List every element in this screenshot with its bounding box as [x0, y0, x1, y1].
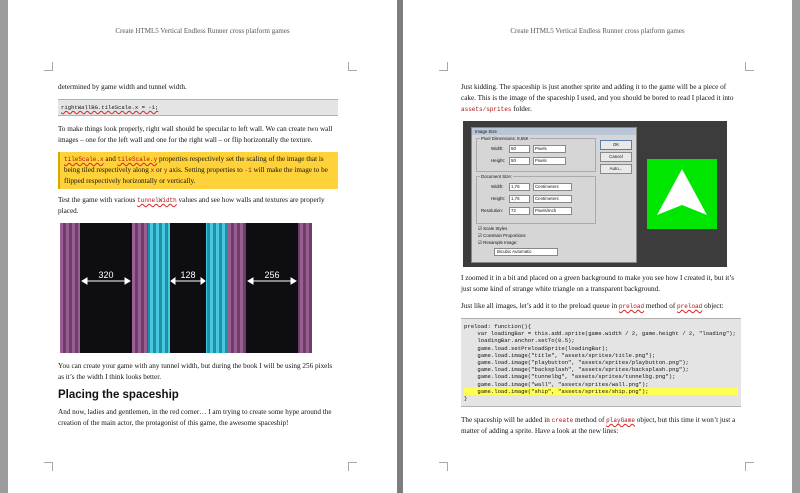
section-heading: Placing the spaceship	[58, 389, 179, 402]
inline-code: playGame	[606, 417, 635, 425]
left-page-body	[58, 82, 338, 435]
resample-select[interactable]: Bicubic Automatic	[494, 248, 558, 256]
doc-height-unit-select[interactable]: Centimeters	[533, 195, 572, 203]
checkbox-label: Constrain Proportions	[483, 233, 526, 238]
inline-code: tileScale.y	[117, 156, 158, 164]
inline-code: preload	[677, 303, 703, 310]
field-label: Height:	[491, 158, 505, 163]
ship-preview	[647, 159, 717, 229]
code-line: game.load.setPreloadSprite(loadingBar);	[464, 344, 609, 352]
checkbox-label: Resample Image:	[483, 240, 518, 245]
code-line: }	[464, 395, 468, 403]
doc-width-unit-select[interactable]: Centimeters	[533, 183, 572, 191]
text: object, but this time it won’t just a matter of adding a sprite. Have a look at the new lines:	[461, 416, 736, 436]
crop-mark	[745, 62, 754, 71]
width-input[interactable]: 50	[509, 145, 530, 153]
code-line: game.load.image("ship", "assets/sprites/ship.png");	[464, 388, 738, 395]
paragraph: I zoomed it in a bit and placed on a green background to make you see how I created it, but it’s just some kind of strange white triangle on a transparent background.	[461, 274, 735, 293]
tunnel	[170, 223, 206, 353]
code-line: game.load.image("playbutton", "assets/sprites/playbutton.png");	[464, 359, 689, 367]
height-unit-select[interactable]: Pixels	[533, 157, 566, 165]
tunnel-width-label: 256	[264, 270, 280, 281]
inline-code: assets/sprites	[461, 106, 512, 113]
code-line: preload: function(){	[464, 323, 532, 330]
inline-code: preload	[618, 303, 645, 310]
right-page	[403, 0, 792, 493]
constrain-checkbox[interactable]: ☑ Constrain Proportions	[478, 233, 526, 238]
text: Just like all images, let’s add it to the preload queue in	[461, 302, 619, 310]
crop-mark	[44, 62, 53, 71]
crop-mark	[439, 462, 448, 471]
height-input[interactable]: 50	[509, 157, 530, 165]
inline-code: tileScale.x	[64, 156, 104, 164]
image-size-dialog	[471, 127, 637, 263]
inline-code: create	[551, 417, 574, 425]
doc-width-input[interactable]: 1,76	[509, 183, 530, 191]
dialog-title: Image Size	[472, 128, 636, 135]
text: object:	[702, 302, 724, 310]
checkbox-label: Scale Styles	[483, 226, 508, 231]
code-line: game.load.image("title", "assets/sprites/title.png");	[464, 351, 656, 359]
left-page	[8, 0, 397, 493]
tunnel-width-label: 320	[98, 270, 114, 281]
document-size-group	[476, 176, 596, 224]
paragraph: You can create your game with any tunnel width, but during the book I will be using 256 pixels as it’s the width I think looks better.	[58, 362, 333, 382]
width-unit-select[interactable]: Pixels	[533, 145, 566, 153]
paragraph: determined by game width and tunnel width.	[58, 83, 187, 91]
text: Test the game with various	[58, 196, 138, 205]
field-label: Resolution:	[481, 208, 503, 213]
paragraph: And now, ladies and gentlemen, in the red corner… I am trying to create some hype around the creation of the main actor, the protagonist of this game, the awesome spaceship!	[58, 408, 332, 428]
note-text: properties respectively set the scaling of the image that is being tiled respectively along	[64, 155, 324, 175]
running-header: Create HTML5 Vertical Endless Runner cross platform games	[115, 27, 290, 35]
field-label: Width:	[491, 146, 504, 151]
tunnel	[80, 223, 132, 353]
crop-mark	[745, 462, 754, 471]
text: The spaceship will be added in	[461, 416, 552, 425]
crop-mark	[44, 462, 53, 471]
doc-height-input[interactable]: 1,76	[509, 195, 530, 203]
right-page-body	[461, 82, 741, 443]
code-line: loadingBar.anchor.setTo(0.5);	[464, 337, 575, 345]
inline-code: y	[163, 167, 168, 175]
code-line: rightWallBG.tileScale.x = -1;	[61, 104, 159, 111]
paragraph	[461, 301, 741, 312]
resample-checkbox[interactable]: ☑ Resample Image:	[478, 240, 518, 245]
running-header: Create HTML5 Vertical Endless Runner cross platform games	[510, 27, 685, 35]
tunnel-width-label: 128	[180, 270, 196, 281]
note-text: or	[154, 166, 164, 175]
inline-code: tunnelWidth	[137, 197, 177, 205]
paragraph: To make things look properly, right wall should be specular to left wall. We can create two wall images – one for the left wall and one for the right wall – or flip horizontally the texture.	[58, 125, 333, 145]
note-box	[58, 152, 338, 189]
tunnel-width-figure	[60, 223, 312, 353]
code-line: var loadingBar = this.add.sprite(game.width / 2, game.height / 2, "loading");	[464, 330, 736, 338]
text: method of	[573, 416, 607, 425]
inline-code: x	[150, 167, 155, 175]
image-size-screenshot	[463, 121, 727, 267]
crop-mark	[348, 62, 357, 71]
note-text: axis. Setting properties to	[167, 166, 245, 175]
paragraph	[461, 415, 741, 437]
code-block	[58, 99, 338, 116]
text: folder.	[511, 105, 532, 113]
paragraph	[58, 195, 338, 217]
resolution-unit-select[interactable]: Pixels/Inch	[533, 207, 572, 215]
code-block	[461, 318, 741, 407]
ok-button[interactable]: OK	[600, 140, 632, 150]
field-label: Width:	[491, 184, 504, 189]
inline-code: -1	[244, 167, 252, 175]
tunnel	[246, 223, 298, 353]
scale-styles-checkbox[interactable]: ☑ Scale Styles	[478, 226, 508, 231]
field-label: Height:	[491, 196, 505, 201]
group-label: Pixel Dimensions: 8,55K	[481, 136, 529, 141]
pixel-dimensions-group	[476, 138, 596, 172]
note-text: will make the image to be flipped respectively horizontally or vertically.	[64, 166, 328, 186]
code-line: game.load.image("backsplash", "assets/sprites/backsplash.png");	[464, 366, 689, 374]
crop-mark	[439, 62, 448, 71]
note-text: and	[103, 155, 118, 164]
auto-button[interactable]: Auto...	[600, 164, 632, 174]
resolution-input[interactable]: 72	[509, 207, 530, 215]
group-label: Document Size:	[481, 174, 512, 179]
text: values and see how walls and textures are properly placed.	[58, 196, 325, 216]
crop-mark	[348, 462, 357, 471]
paragraph	[461, 82, 741, 115]
cancel-button[interactable]: Cancel	[600, 152, 632, 162]
code-line: game.load.image("tunnelbg", "assets/sprites/tunnelbg.png");	[464, 373, 676, 381]
text: method of	[644, 302, 678, 310]
text: Just kidding. The spaceship is just another sprite and adding it to the game will be a piece of cake. This is the image of the spaceship I used, and you should be bored to read I placed it into	[461, 83, 734, 102]
code-line: game.load.image("wall", "assets/sprites/wall.png");	[464, 380, 649, 388]
